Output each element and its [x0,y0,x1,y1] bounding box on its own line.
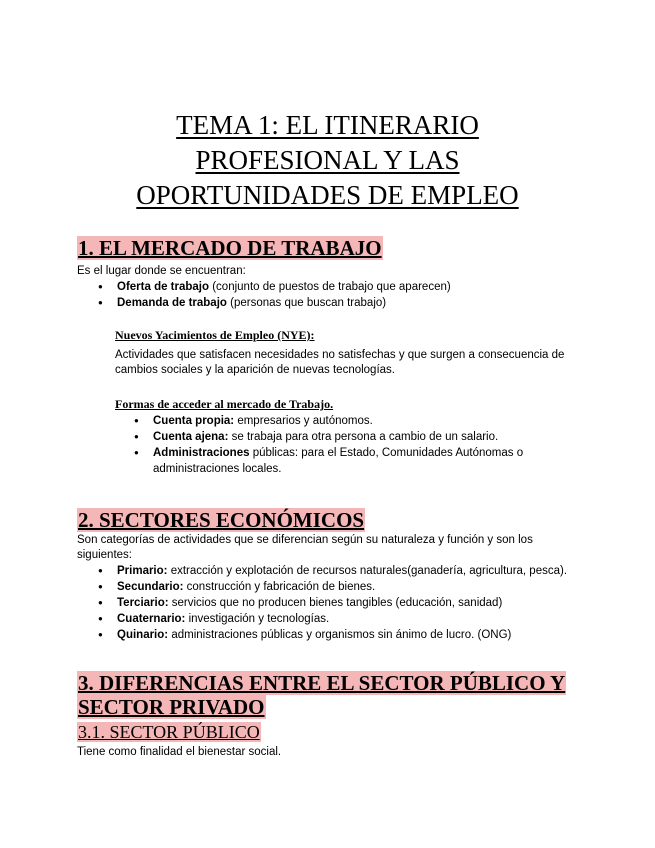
title-line: TEMA 1: EL ITINERARIO [176,110,479,140]
section-heading [77,671,566,695]
paragraph-line: Tiene como finalidad el bienestar social. [77,746,282,758]
paragraph-line: cambios sociales y la aparición de nuevas tecnologías. [115,364,395,376]
document-title [0,108,655,213]
list-item: ● Demanda de trabajo (personas que buscan trabajo) [98,295,451,311]
list-item: ● Quinario: administraciones públicas y organismos sin ánimo de lucro. (ONG) [98,627,567,643]
list-item: ● Primario: extracción y explotación de recursos naturales(ganadería, agricultura, pesca). [98,563,567,579]
list-item: ● Cuenta ajena: se trabaja para otra persona a cambio de un salario. [134,429,523,445]
bullet-list [98,279,451,311]
section-heading [77,695,266,719]
list-item: ● Oferta de trabajo (conjunto de puestos de trabajo que aparecen) [98,279,451,295]
title-line: OPORTUNIDADES DE EMPLEO [136,180,519,210]
section-intro: Es el lugar donde se encuentran: [77,265,246,277]
subsection-heading: Nuevos Yacimientos de Empleo (NYE): [115,328,315,342]
section-heading-text: SECTOR PRIVADO [78,695,265,719]
paragraph-line: siguientes: [77,549,132,561]
section-heading-text: 3. DIFERENCIAS ENTRE EL SECTOR PÚBLICO Y [78,671,566,695]
section-heading-text: 1. EL MERCADO DE TRABAJO [78,236,382,260]
list-item: ● Administraciones públicas: para el Estado, Comunidades Autónomas o administraciones locales. [134,445,523,477]
list-item: ● Terciario: servicios que no producen bienes tangibles (educación, sanidad) [98,595,567,611]
subsection-heading [77,721,261,743]
paragraph-line: Son categorías de actividades que se diferencian según su naturaleza y función y son los [77,534,533,546]
bullet-list [134,413,523,477]
paragraph-line: Actividades que satisfacen necesidades no satisfechas y que surgen a consecuencia de [115,349,565,361]
list-item: ● Secundario: construcción y fabricación de bienes. [98,579,567,595]
section-heading [77,508,365,532]
list-item: ● Cuaternario: investigación y tecnologías. [98,611,567,627]
list-item: ● Cuenta propia: empresarios y autónomos. [134,413,523,429]
title-line: PROFESIONAL Y LAS [195,145,460,175]
bullet-list [98,563,567,643]
subsection-heading-text: 3.1. SECTOR PÚBLICO [78,722,260,742]
subsection-heading: Formas de acceder al mercado de Trabajo. [115,397,334,411]
section-heading-text: 2. SECTORES ECONÓMICOS [78,508,365,532]
section-heading [77,236,383,260]
